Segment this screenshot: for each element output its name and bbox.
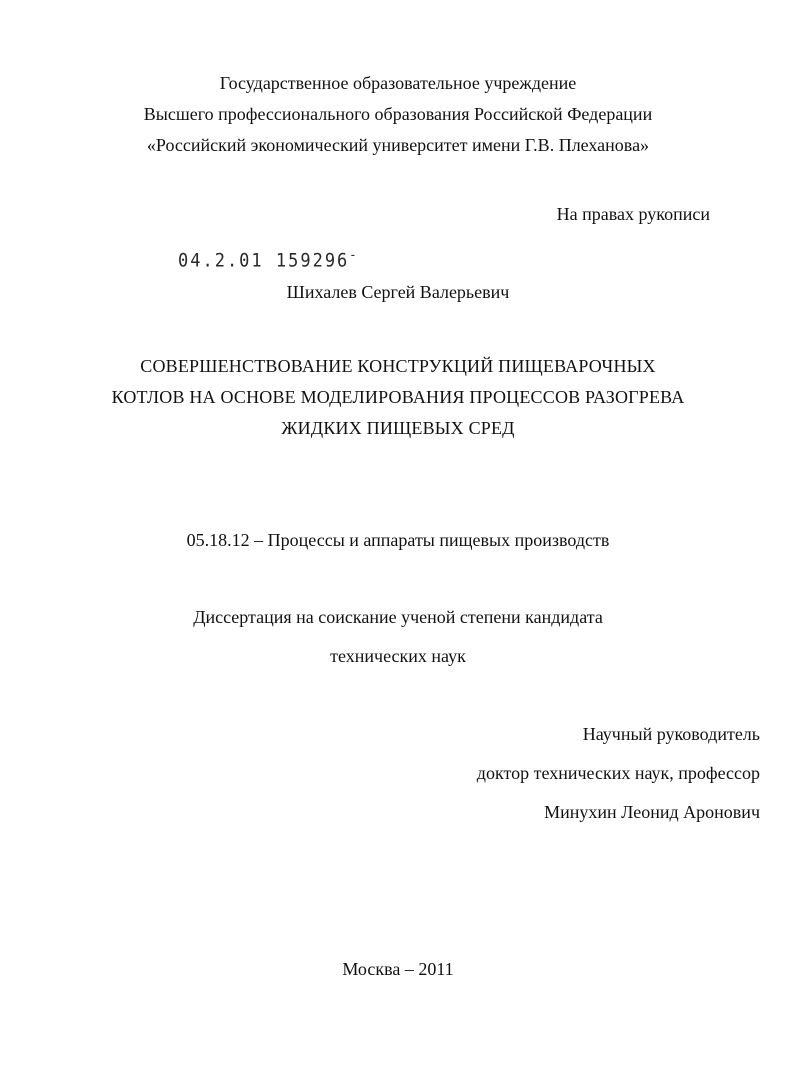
supervisor-credentials: доктор технических наук, профессор <box>476 763 760 783</box>
title-line-1: СОВЕРШЕНСТВОВАНИЕ КОНСТРУКЦИЙ ПИЩЕВАРОЧНЫХ <box>140 356 656 376</box>
institution-line-3: «Российский экономический университет имени Г.В. Плеханова» <box>146 135 650 155</box>
degree-line-2: технических наук <box>330 646 466 666</box>
stamp-mark: - <box>349 247 357 263</box>
degree-line-1: Диссертация на соискание ученой степени кандидата <box>193 607 603 627</box>
place-year: Москва – 2011 <box>342 959 454 979</box>
institution-line-1: Государственное образовательное учреждение <box>219 73 577 93</box>
registration-stamp <box>178 243 357 273</box>
supervisor-label: Научный руководитель <box>582 724 760 744</box>
title-line-2: КОТЛОВ НА ОСНОВЕ МОДЕЛИРОВАНИЯ ПРОЦЕССОВ РАЗОГРЕВА <box>111 387 685 407</box>
manuscript-note: На правах рукописи <box>556 204 710 224</box>
title-line-3: ЖИДКИХ ПИЩЕВЫХ СРЕД <box>281 418 515 438</box>
stamp-code: 04.2.01 159296 <box>178 250 350 272</box>
institution-line-2: Высшего профессионального образования Российской Федерации <box>143 104 653 124</box>
author-name: Шихалев Сергей Валерьевич <box>286 282 510 302</box>
specialty-code: 05.18.12 – Процессы и аппараты пищевых производств <box>186 530 610 550</box>
supervisor-name: Минухин Леонид Аронович <box>544 802 760 822</box>
